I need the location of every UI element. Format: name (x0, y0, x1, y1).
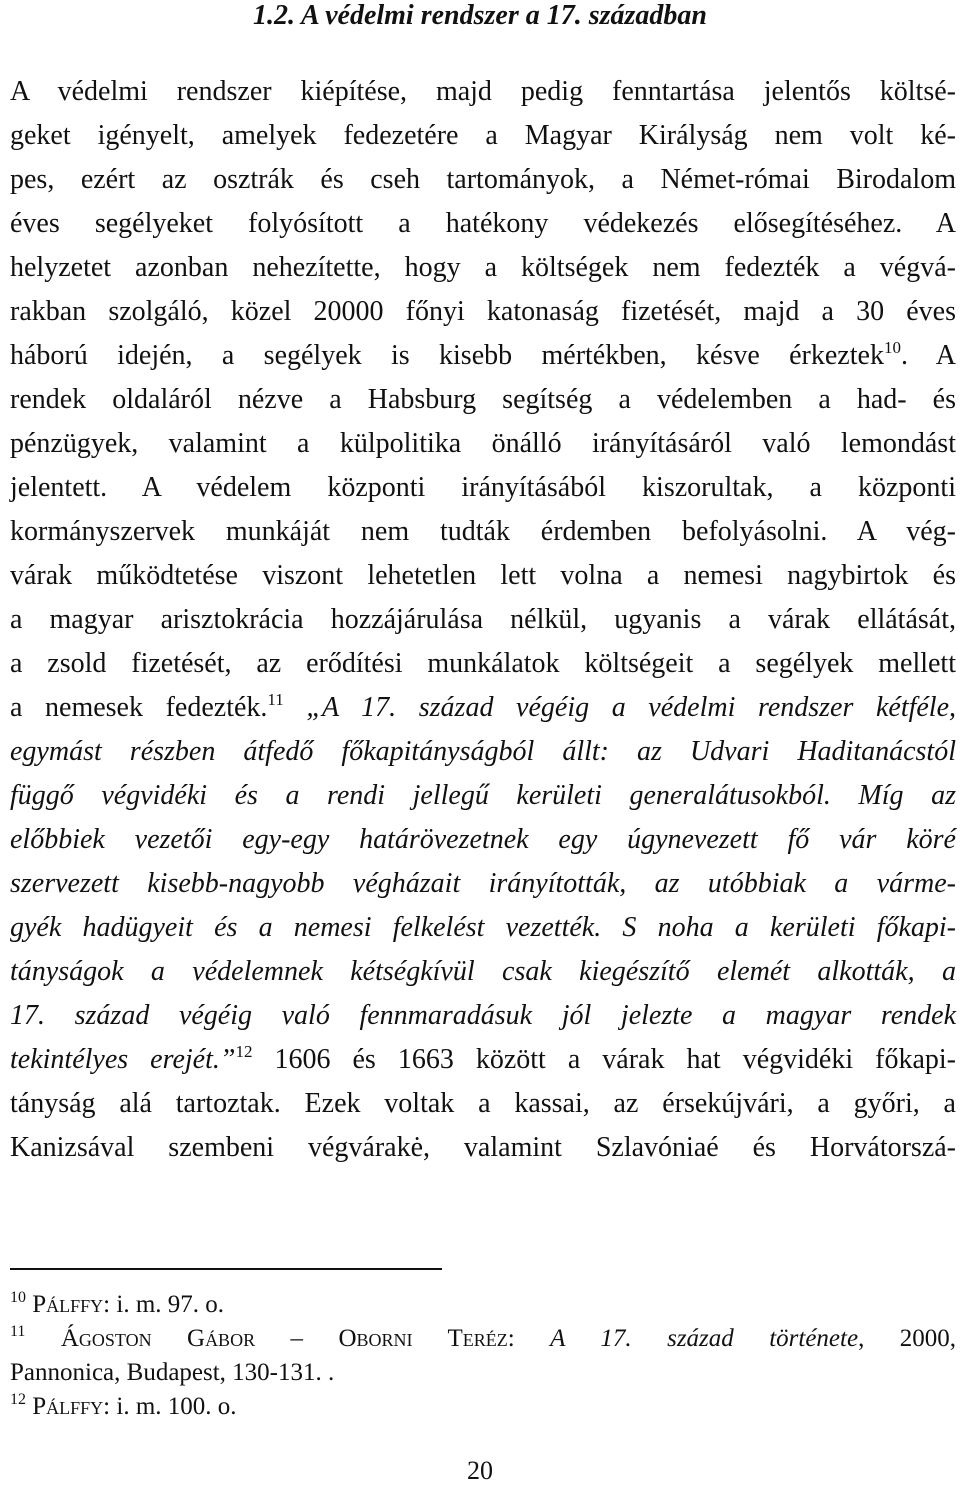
quote-text: tekintélyes erejét.” (10, 1044, 236, 1075)
text-line: a magyar arisztokrácia hozzájárulása nélkül, ugyanis a várak ellátását, (10, 604, 956, 635)
footnote-12 (10, 1390, 956, 1424)
quote-text: „A 17. század végéig a védelmi rendszer kétféle, (306, 692, 957, 723)
text-line: a zsold fizetését, az erődítési munkálatok költségeit a segélyek mellett (10, 648, 956, 679)
text-line: geket igényelt, amelyek fedezetére a Magyar Királyság nem volt ké- (10, 120, 956, 151)
text-line: jelentett. A védelem központi irányításából kiszorultak, a központi (10, 472, 956, 503)
text-line-part: 1606 és 1663 között a várak hat végvidéki főkapi- (274, 1044, 956, 1075)
footnote-ref-10[interactable]: 10 (883, 338, 901, 357)
text-line: várak működtetése viszont lehetetlen lett volna a nemesi nagybirtok és (10, 560, 956, 591)
footnote-ref-12[interactable]: 12 (235, 1042, 253, 1061)
footnote-title: A 17. század története (550, 1325, 859, 1352)
text-line (10, 334, 956, 378)
text-line: rendek oldaláról nézve a Habsburg segítség a védelemben a had- és (10, 384, 956, 415)
footnote-11 (10, 1322, 956, 1356)
text-line-part: háború idején, a segélyek is kisebb mértékben, késve érkeztek (10, 340, 884, 371)
text-line: rakban szolgáló, közel 20000 főnyi katonaság fizetését, majd a 30 éves (10, 296, 956, 327)
quote-line: gyék hadügyeit és a nemesi felkelést vezették. S noha a kerületi főkapi- (10, 912, 956, 943)
footnote-text: : i. m. 100. o. (103, 1393, 237, 1420)
footnote-number: 11 (10, 1323, 26, 1340)
footnote-author: Pálffy (32, 1291, 104, 1318)
text-line: tányság alá tartoztak. Ezek voltak a kassai, az érsekújvári, a győri, a (10, 1088, 956, 1119)
text-line: éves segélyeket folyósított a hatékony védekezés elősegítéséhez. A (10, 208, 956, 239)
footnote-11-cont: Pannonica, Budapest, 130-131. . (10, 1359, 335, 1386)
text-line: helyzetet azonban nehezítette, hogy a költségek nem fedezték a végvá- (10, 252, 956, 283)
quote-line: egymást részben átfedő főkapitányságból állt: az Udvari Haditanácstól (10, 736, 956, 767)
text-line (10, 1038, 956, 1082)
quote-line: szervezett kisebb-nagyobb végházait irányították, az utóbbiak a várme- (10, 868, 956, 899)
footnote-separator (10, 1268, 442, 1270)
footnote-author: Pálffy (32, 1393, 104, 1420)
footnote-author: Oborni Teréz (338, 1325, 508, 1352)
footnote-dash: – (255, 1325, 339, 1352)
quote-line: tányságok a védelemnek kétségkívül csak kiegészítő elemét alkották, a (10, 956, 956, 987)
footnote-colon: : (507, 1325, 551, 1352)
quote-line: 17. század végéig való fennmaradásuk jól jelezte a magyar rendek (10, 1000, 956, 1031)
quote-line: függő végvidéki és a rendi jellegű kerületi generalátusokból. Míg az (10, 780, 956, 811)
text-line (10, 686, 956, 730)
text-line-part: a nemesek fedezték. (10, 692, 268, 723)
text-line-part: . A (900, 340, 956, 371)
text-line: kormányszervek munkáját nem tudták érdemben befolyásolni. A vég- (10, 516, 956, 547)
footnote-number: 12 (10, 1391, 26, 1408)
text-line: Kanizsával szembeni végvárakė, valamint Szlavóniaé és Horvátorszá- (10, 1132, 956, 1163)
text-line: A védelmi rendszer kiépítése, majd pedig fenntartása jelentős költsé- (10, 76, 956, 107)
page-number: 20 (467, 1456, 493, 1485)
footnote-author: Ágoston Gábor (60, 1325, 256, 1352)
footnote-text: : i. m. 97. o. (103, 1291, 225, 1318)
section-heading: 1.2. A védelmi rendszer a 17. században (253, 0, 707, 31)
quote-line: előbbiek vezetői egy-egy határövezetnek egy úgynevezett fő vár köré (10, 824, 956, 855)
footnote-10 (10, 1288, 956, 1322)
footnote-text: , 2000, (858, 1325, 957, 1352)
footnotes (10, 1288, 956, 1424)
footnote-ref-11[interactable]: 11 (267, 690, 284, 709)
footnote-number: 10 (10, 1289, 26, 1306)
body-paragraph (10, 70, 956, 1170)
text-line: pes, ezért az osztrák és cseh tartományok, a Német-római Birodalom (10, 164, 956, 195)
text-line: pénzügyek, valamint a külpolitika önálló irányításáról való lemondást (10, 428, 956, 459)
